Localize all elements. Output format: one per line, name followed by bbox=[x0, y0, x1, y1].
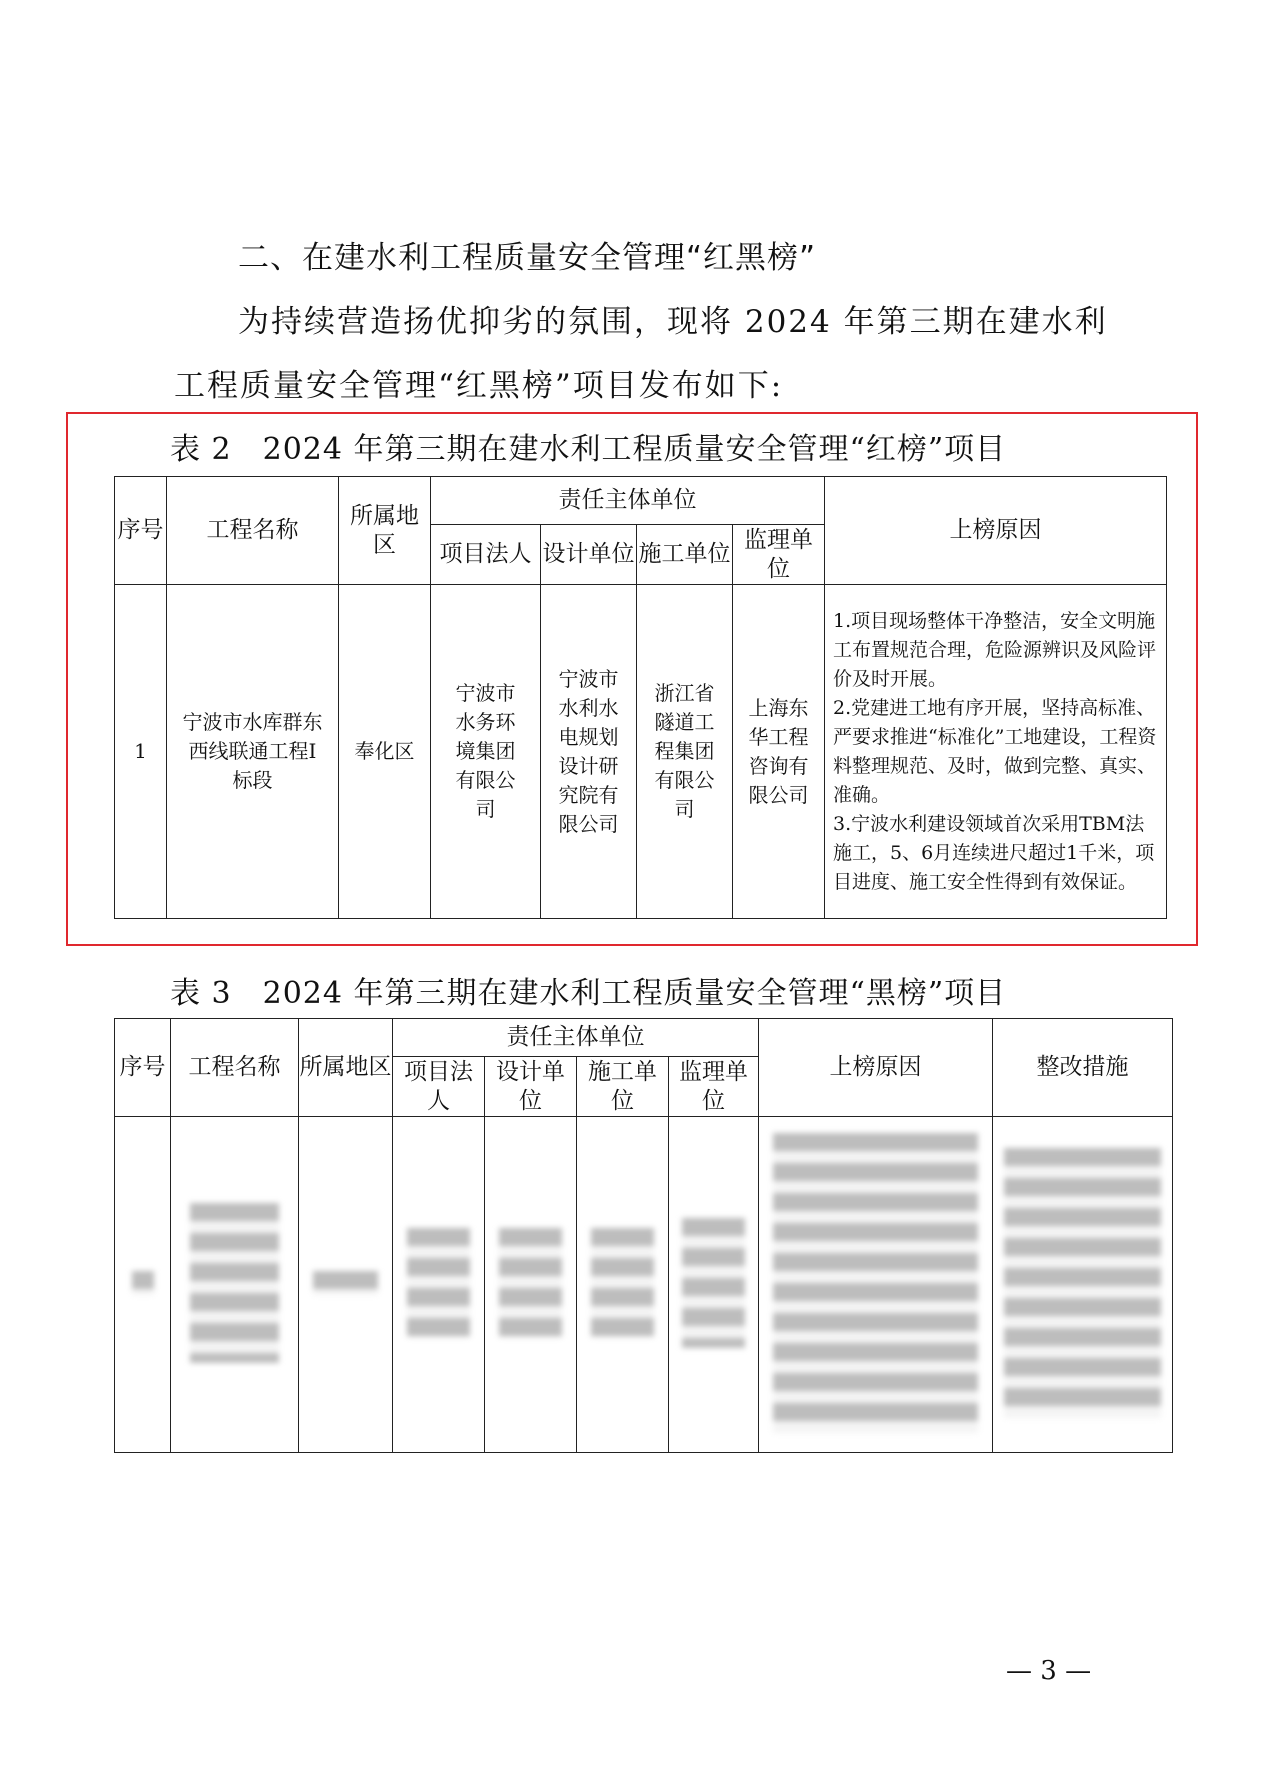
page-number: — 3 — bbox=[1006, 1656, 1092, 1686]
header-reason: 上榜原因 bbox=[759, 1019, 993, 1117]
header-construction: 施工单位 bbox=[577, 1057, 669, 1117]
header-region: 所属地区 bbox=[299, 1019, 393, 1117]
header-design: 设计单位 bbox=[541, 525, 637, 585]
header-supervision: 监理单位 bbox=[669, 1057, 759, 1117]
table-row-redacted bbox=[115, 1117, 1173, 1453]
redacted-cell bbox=[485, 1117, 577, 1453]
redacted-cell bbox=[299, 1117, 393, 1453]
red-list-table bbox=[114, 476, 1167, 919]
header-owner: 项目法人 bbox=[393, 1057, 485, 1117]
header-construction: 施工单位 bbox=[637, 525, 733, 585]
header-project-name: 工程名称 bbox=[167, 477, 339, 585]
intro-paragraph-line1: 为持续营造扬优抑劣的氛围，现将 2024 年第三期在建水利 bbox=[238, 304, 1108, 340]
cell-owner: 宁波市水务环境集团有限公司 bbox=[431, 585, 541, 919]
redacted-cell bbox=[115, 1117, 171, 1453]
intro-paragraph-line2: 工程质量安全管理“红黑榜”项目发布如下: bbox=[174, 368, 784, 404]
header-responsible-units: 责任主体单位 bbox=[393, 1019, 759, 1057]
cell-design: 宁波市水利水电规划设计研究院有限公司 bbox=[541, 585, 637, 919]
reason-item-2: 2.党建进工地有序开展，坚持高标准、严要求推进“标准化”工地建设，工程资料整理规范、及时，做到完整、真实、准确。 bbox=[833, 696, 1157, 806]
table-row bbox=[115, 585, 1167, 919]
header-owner: 项目法人 bbox=[431, 525, 541, 585]
redacted-cell bbox=[171, 1117, 299, 1453]
redacted-cell bbox=[669, 1117, 759, 1453]
redacted-cell bbox=[993, 1117, 1173, 1453]
header-responsible-units: 责任主体单位 bbox=[431, 477, 825, 525]
header-measures: 整改措施 bbox=[993, 1019, 1173, 1117]
cell-supervision: 上海东华工程咨询有限公司 bbox=[733, 585, 825, 919]
header-supervision: 监理单位 bbox=[733, 525, 825, 585]
reason-item-1: 1.项目现场整体干净整洁，安全文明施工布置规范合理，危险源辨识及风险评价及时开展。 bbox=[833, 609, 1157, 690]
header-seq: 序号 bbox=[115, 1019, 171, 1117]
cell-project-name: 宁波市水库群东西线联通工程Ⅰ标段 bbox=[167, 585, 339, 919]
header-reason: 上榜原因 bbox=[825, 477, 1167, 585]
redacted-cell bbox=[393, 1117, 485, 1453]
header-seq: 序号 bbox=[115, 477, 167, 585]
section-heading: 二、在建水利工程质量安全管理“红黑榜” bbox=[238, 240, 817, 276]
table3-caption: 表 3 2024 年第三期在建水利工程质量安全管理“黑榜”项目 bbox=[170, 976, 1007, 1011]
cell-reason bbox=[825, 585, 1167, 919]
header-design: 设计单位 bbox=[485, 1057, 577, 1117]
cell-region: 奉化区 bbox=[339, 585, 431, 919]
black-list-table bbox=[114, 1018, 1173, 1453]
redacted-cell bbox=[577, 1117, 669, 1453]
redacted-cell bbox=[759, 1117, 993, 1453]
cell-seq: 1 bbox=[115, 585, 167, 919]
cell-construction: 浙江省隧道工程集团有限公司 bbox=[637, 585, 733, 919]
table2-caption: 表 2 2024 年第三期在建水利工程质量安全管理“红榜”项目 bbox=[170, 432, 1007, 467]
header-region: 所属地区 bbox=[339, 477, 431, 585]
header-project-name: 工程名称 bbox=[171, 1019, 299, 1117]
reason-item-3: 3.宁波水利建设领域首次采用TBM法施工，5、6月连续进尺超过1千米，项目进度、施工安全性得到有效保证。 bbox=[833, 812, 1155, 893]
